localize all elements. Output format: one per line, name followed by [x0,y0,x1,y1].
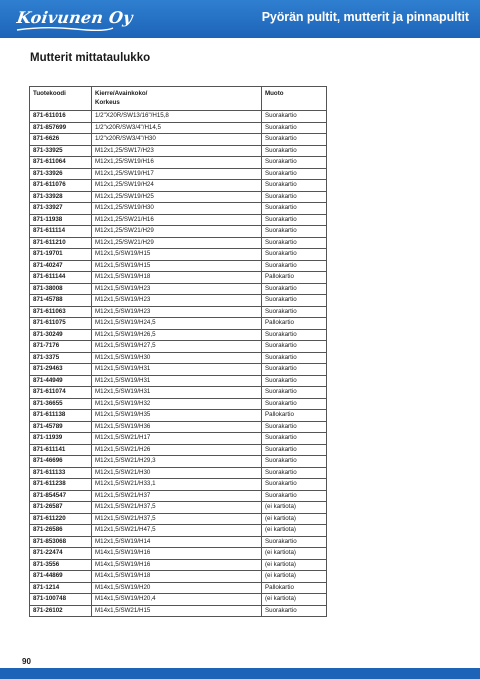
table-row [30,283,327,295]
cell-shape: Suorakartio [262,605,327,617]
cell-product-code: 871-100748 [30,594,92,606]
cell-thread-size: M12x1,5/SW21/H17 [92,433,262,445]
table-row [30,272,327,284]
table-row [30,237,327,249]
cell-product-code: 871-26586 [30,525,92,537]
cell-thread-size: M12x1,5/SW19/H23 [92,306,262,318]
table-row [30,398,327,410]
cell-shape: Suorakartio [262,249,327,261]
cell-product-code: 871-38008 [30,283,92,295]
cell-thread-size: M14x1,5/SW21/H15 [92,605,262,617]
table-row [30,410,327,422]
cell-product-code: 871-611210 [30,237,92,249]
cell-product-code: 871-611075 [30,318,92,330]
cell-product-code: 871-11938 [30,214,92,226]
cell-thread-size: M12x1,25/SW21/H29 [92,237,262,249]
table-row [30,479,327,491]
cell-product-code: 871-611141 [30,444,92,456]
cell-thread-size: M12x1,5/SW21/H33,1 [92,479,262,491]
nut-size-table [29,86,326,617]
cell-product-code: 871-44949 [30,375,92,387]
cell-thread-size: M12x1,25/SW19/H25 [92,191,262,203]
logo-swoosh-icon [15,25,115,33]
column-header-thread: Kierre/Avainkoko/ Korkeus [92,87,262,111]
table-row [30,375,327,387]
cell-product-code: 871-611063 [30,306,92,318]
table-row [30,191,327,203]
cell-thread-size: M12x1,25/SW19/H30 [92,203,262,215]
cell-thread-size: M12x1,25/SW17/H23 [92,145,262,157]
cell-product-code: 871-36655 [30,398,92,410]
cell-shape: (ei kartiota) [262,559,327,571]
cell-product-code: 871-33926 [30,168,92,180]
cell-thread-size: 1/2"x20R/SW3/4"/H14,5 [92,122,262,134]
cell-thread-size: M12x1,5/SW19/H35 [92,410,262,422]
cell-shape: Suorakartio [262,226,327,238]
cell-thread-size: M12x1,5/SW19/H15 [92,249,262,261]
cell-product-code: 871-44869 [30,571,92,583]
table-row [30,318,327,330]
cell-product-code: 871-611074 [30,387,92,399]
cell-shape: Suorakartio [262,260,327,272]
table-row [30,536,327,548]
cell-shape: Suorakartio [262,467,327,479]
table-row [30,421,327,433]
cell-shape: Suorakartio [262,237,327,249]
cell-shape: Suorakartio [262,168,327,180]
cell-thread-size: M12x1,5/SW19/H23 [92,283,262,295]
cell-thread-size: M14x1,5/SW19/H18 [92,571,262,583]
cell-thread-size: M12x1,5/SW21/H37,5 [92,513,262,525]
cell-shape: Suorakartio [262,433,327,445]
table-row [30,456,327,468]
cell-shape: Suorakartio [262,203,327,215]
table-row [30,180,327,192]
table-row [30,559,327,571]
section-title: Mutterit mittataulukko [30,52,151,64]
cell-shape: Suorakartio [262,444,327,456]
table-row [30,111,327,123]
cell-shape: Suorakartio [262,180,327,192]
table-row [30,249,327,261]
cell-thread-size: M14x1,5/SW19/H16 [92,559,262,571]
cell-thread-size: M12x1,25/SW19/H17 [92,168,262,180]
cell-product-code: 871-40247 [30,260,92,272]
table-row [30,214,327,226]
cell-shape: Suorakartio [262,134,327,146]
cell-shape: (ei kartiota) [262,594,327,606]
cell-shape: (ei kartiota) [262,548,327,560]
cell-product-code: 871-611064 [30,157,92,169]
cell-product-code: 871-26102 [30,605,92,617]
cell-shape: Suorakartio [262,341,327,353]
cell-thread-size: M12x1,5/SW21/H37 [92,490,262,502]
cell-thread-size: M12x1,5/SW19/H26,5 [92,329,262,341]
cell-product-code: 871-45789 [30,421,92,433]
cell-shape: Suorakartio [262,329,327,341]
cell-shape: Suorakartio [262,387,327,399]
cell-shape: Suorakartio [262,111,327,123]
table-row [30,168,327,180]
cell-product-code: 871-22474 [30,548,92,560]
cell-product-code: 871-33928 [30,191,92,203]
cell-thread-size: M12x1,5/SW19/H24,5 [92,318,262,330]
cell-thread-size: M12x1,5/SW21/H30 [92,467,262,479]
cell-product-code: 871-611076 [30,180,92,192]
cell-product-code: 871-611144 [30,272,92,284]
table-row [30,582,327,594]
cell-thread-size: M12x1,25/SW19/H16 [92,157,262,169]
cell-shape: Suorakartio [262,479,327,491]
cell-thread-size: M12x1,5/SW19/H30 [92,352,262,364]
cell-thread-size: M12x1,5/SW19/H36 [92,421,262,433]
cell-product-code: 871-611133 [30,467,92,479]
cell-shape: Pallokartio [262,582,327,594]
cell-product-code: 871-611016 [30,111,92,123]
cell-thread-size: M12x1,5/SW19/H14 [92,536,262,548]
cell-product-code: 871-853068 [30,536,92,548]
cell-product-code: 871-33927 [30,203,92,215]
cell-thread-size: M12x1,5/SW21/H29,3 [92,456,262,468]
cell-thread-size: M12x1,5/SW19/H15 [92,260,262,272]
table-row [30,525,327,537]
data-table [29,86,327,617]
cell-product-code: 871-611220 [30,513,92,525]
cell-shape: Suorakartio [262,456,327,468]
table-row [30,203,327,215]
cell-shape: (ei kartiota) [262,513,327,525]
cell-shape: Suorakartio [262,145,327,157]
table-row [30,502,327,514]
cell-shape: Suorakartio [262,214,327,226]
cell-thread-size: M14x1,5/SW19/H20 [92,582,262,594]
table-header-row [30,87,327,111]
table-row [30,548,327,560]
cell-product-code: 871-19701 [30,249,92,261]
table-row [30,467,327,479]
cell-thread-size: M12x1,5/SW19/H32 [92,398,262,410]
cell-product-code: 871-857699 [30,122,92,134]
cell-shape: Suorakartio [262,352,327,364]
table-row [30,571,327,583]
table-row [30,364,327,376]
cell-shape: Suorakartio [262,295,327,307]
cell-shape: (ei kartiota) [262,571,327,583]
page-number: 90 [22,657,31,666]
cell-shape: (ei kartiota) [262,502,327,514]
cell-thread-size: M12x1,5/SW21/H26 [92,444,262,456]
cell-product-code: 871-7176 [30,341,92,353]
table-row [30,306,327,318]
cell-thread-size: M12x1,25/SW21/H16 [92,214,262,226]
cell-thread-size: 1/2"X20R/SW13/16"/H15,8 [92,111,262,123]
table-row [30,352,327,364]
table-row [30,134,327,146]
table-row [30,295,327,307]
cell-product-code: 871-6626 [30,134,92,146]
cell-thread-size: M12x1,5/SW19/H23 [92,295,262,307]
table-row [30,341,327,353]
cell-shape: Pallokartio [262,410,327,422]
table-row [30,157,327,169]
logo-text: Koivunen Oy [15,7,135,27]
cell-product-code: 871-611138 [30,410,92,422]
table-row [30,490,327,502]
cell-product-code: 871-30249 [30,329,92,341]
table-row [30,122,327,134]
cell-shape: Suorakartio [262,306,327,318]
cell-shape: Suorakartio [262,398,327,410]
cell-shape: Suorakartio [262,536,327,548]
table-row [30,433,327,445]
cell-thread-size: M12x1,25/SW21/H29 [92,226,262,238]
table-row [30,605,327,617]
table-row [30,145,327,157]
cell-product-code: 871-854547 [30,490,92,502]
cell-shape: Suorakartio [262,421,327,433]
cell-product-code: 871-1214 [30,582,92,594]
cell-thread-size: M12x1,5/SW19/H18 [92,272,262,284]
column-header-code: Tuotekoodi [30,87,92,111]
cell-thread-size: 1/2"x20R/SW3/4"/H30 [92,134,262,146]
cell-product-code: 871-11939 [30,433,92,445]
cell-thread-size: M14x1,5/SW19/H16 [92,548,262,560]
cell-shape: Suorakartio [262,122,327,134]
table-row [30,513,327,525]
cell-product-code: 871-611238 [30,479,92,491]
column-header-shape: Muoto [262,87,327,111]
cell-shape: Suorakartio [262,375,327,387]
table-body [30,111,327,617]
cell-product-code: 871-45788 [30,295,92,307]
cell-product-code: 871-29463 [30,364,92,376]
cell-product-code: 871-3375 [30,352,92,364]
cell-thread-size: M12x1,5/SW19/H27,5 [92,341,262,353]
table-row [30,594,327,606]
cell-shape: Pallokartio [262,318,327,330]
header-title: Pyörän pultit, mutterit ja pinnapultit [261,10,469,24]
company-logo [17,5,133,29]
cell-thread-size: M14x1,5/SW19/H20,4 [92,594,262,606]
cell-thread-size: M12x1,5/SW21/H37,5 [92,502,262,514]
page-header [0,0,480,38]
cell-product-code: 871-33925 [30,145,92,157]
cell-thread-size: M12x1,5/SW19/H31 [92,387,262,399]
cell-product-code: 871-3556 [30,559,92,571]
cell-thread-size: M12x1,25/SW19/H24 [92,180,262,192]
cell-product-code: 871-611114 [30,226,92,238]
cell-shape: Suorakartio [262,283,327,295]
cell-thread-size: M12x1,5/SW19/H31 [92,364,262,376]
table-row [30,226,327,238]
table-row [30,387,327,399]
footer-bar [0,668,480,679]
table-row [30,444,327,456]
cell-shape: (ei kartiota) [262,525,327,537]
cell-shape: Pallokartio [262,272,327,284]
cell-shape: Suorakartio [262,364,327,376]
cell-thread-size: M12x1,5/SW19/H31 [92,375,262,387]
cell-product-code: 871-26587 [30,502,92,514]
table-row [30,260,327,272]
cell-product-code: 871-46696 [30,456,92,468]
table-row [30,329,327,341]
cell-shape: Suorakartio [262,191,327,203]
cell-shape: Suorakartio [262,490,327,502]
cell-thread-size: M12x1,5/SW21/H47,5 [92,525,262,537]
cell-shape: Suorakartio [262,157,327,169]
